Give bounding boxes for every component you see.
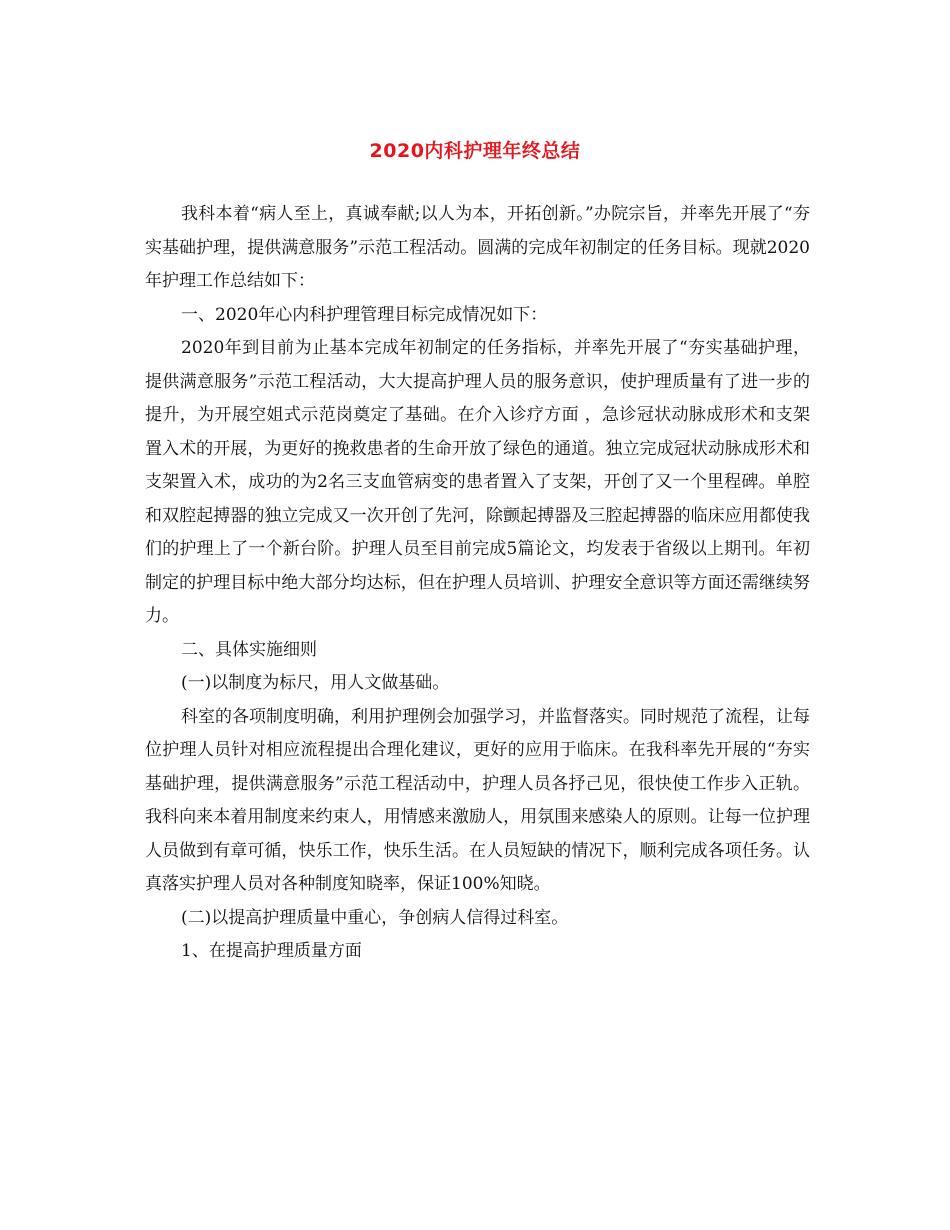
paragraph-rules: 科室的各项制度明确，利用护理例会加强学习，并监督落实。同时规范了流程，让每位护理人员针对相应流程提出合理化建议，更好的应用于临床。在我科率先开展的“夯实基础护理，提供满意服务”示范工程活动中，护理人员各抒己见，很快使工作步入正轨。我科向来本着用制度来约束人，用情感来激励人，用氛围来感染人的原则。让每一位护理人员做到有章可循，快乐工作，快乐生活。在人员短缺的情况下，顺利完成各项任务。认真落实护理人员对各种制度知晓率，保证100%知晓。 — [145, 706, 810, 894]
paragraph-goals: 2020年到目前为止基本完成年初制定的任务指标，并率先开展了“夯实基础护理，提供满意服务”示范工程活动，大大提高护理人员的服务意识，使护理质量有了进一步的提升，为开展空姐式示范岗奠定了基础。在介入诊疗方面 ，急诊冠状动脉成形术和支架置入术的开展，为更好的挽救患者的生命开放了绿色的通道。独立完成冠状动脉成形术和支架置入术，成功的为2名三支血管病变的患者置入了支架，开创了又一个里程碑。单腔和双腔起搏器的独立完成又一次开创了先河，除颤起搏器及三腔起搏器的临床应用都使我们的护理上了一个新台阶。护理人员至目前完成5篇论文，均发表于省级以上期刊。年初制定的护理目标中绝大部分均达标，但在护理人员培训、护理安全意识等方面还需继续努力。 — [145, 338, 810, 626]
paragraph-intro: 我科本着“病人至上，真诚奉献;以人为本，开拓创新。”办院宗旨，并率先开展了“夯实基础护理，提供满意服务”示范工程活动。圆满的完成年初制定的任务目标。现就2020年护理工作总结如下： — [145, 204, 810, 291]
document-body — [145, 198, 810, 969]
subsection-heading-1: (一)以制度为标尺，用人文做基础。 — [181, 673, 450, 693]
document-title: 2020内科护理年终总结 — [369, 140, 581, 162]
item-heading-1: 1、在提高护理质量方面 — [181, 941, 362, 961]
subsection-heading-2: (二)以提高护理质量中重心，争创病人信得过科室。 — [181, 907, 569, 928]
section-heading-1: 一、2020年心内科护理管理目标完成情况如下： — [181, 304, 548, 325]
section-heading-2: 二、具体实施细则 — [181, 639, 317, 660]
